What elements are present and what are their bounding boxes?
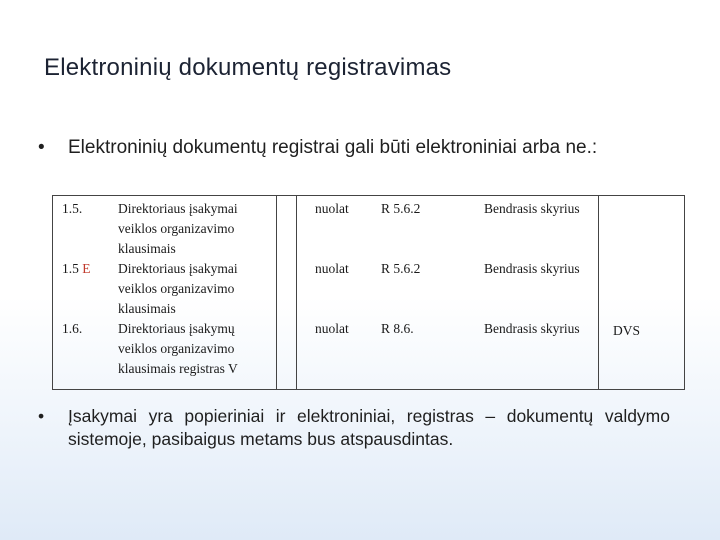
bullet-dot: • <box>38 137 45 158</box>
table-border-top <box>52 195 685 196</box>
row-term: nuolat <box>315 201 349 216</box>
row-index: 1.6. <box>62 321 83 336</box>
row-department: Bendrasis skyrius <box>484 201 580 216</box>
row-name: Direktoriaus įsakymai veiklos organizavimo klausimais <box>118 201 238 256</box>
row-extra: DVS <box>613 323 641 338</box>
bullet-dot: • <box>38 406 45 426</box>
row-name: Direktoriaus įsakymų veiklos organizavimo klausimais registras V <box>118 321 238 376</box>
bullet-1 <box>38 136 668 160</box>
row-index: 1.5 E <box>62 261 91 276</box>
electronic-marker: E <box>82 261 91 276</box>
row-department: Bendrasis skyrius <box>484 261 580 276</box>
row-code: R 5.6.2 <box>381 261 421 276</box>
slide-title: Elektroninių dokumentų registravimas <box>44 54 452 81</box>
row-department: Bendrasis skyrius <box>484 321 580 336</box>
row-index: 1.5. <box>62 201 83 216</box>
bullet-2 <box>38 405 670 451</box>
table-border-right <box>684 195 685 390</box>
row-code: R 5.6.2 <box>381 201 421 216</box>
table-divider <box>276 195 277 390</box>
bullet-text: Įsakymai yra popieriniai ir elektroniniai, registras – dokumentų valdymo sistemoje, pasibaigus metams bus atspausdintas. <box>68 406 670 449</box>
registry-table <box>52 195 685 390</box>
bullet-text: Elektroninių dokumentų registrai gali būti elektroniniai arba ne.: <box>68 137 598 158</box>
row-code: R 8.6. <box>381 321 414 336</box>
table-divider <box>598 195 599 390</box>
table-divider <box>296 195 297 390</box>
table-border-left <box>52 195 53 390</box>
table-border-bottom <box>52 389 685 390</box>
row-term: nuolat <box>315 321 349 336</box>
row-term: nuolat <box>315 261 349 276</box>
row-name: Direktoriaus įsakymai veiklos organizavimo klausimais <box>118 261 238 316</box>
